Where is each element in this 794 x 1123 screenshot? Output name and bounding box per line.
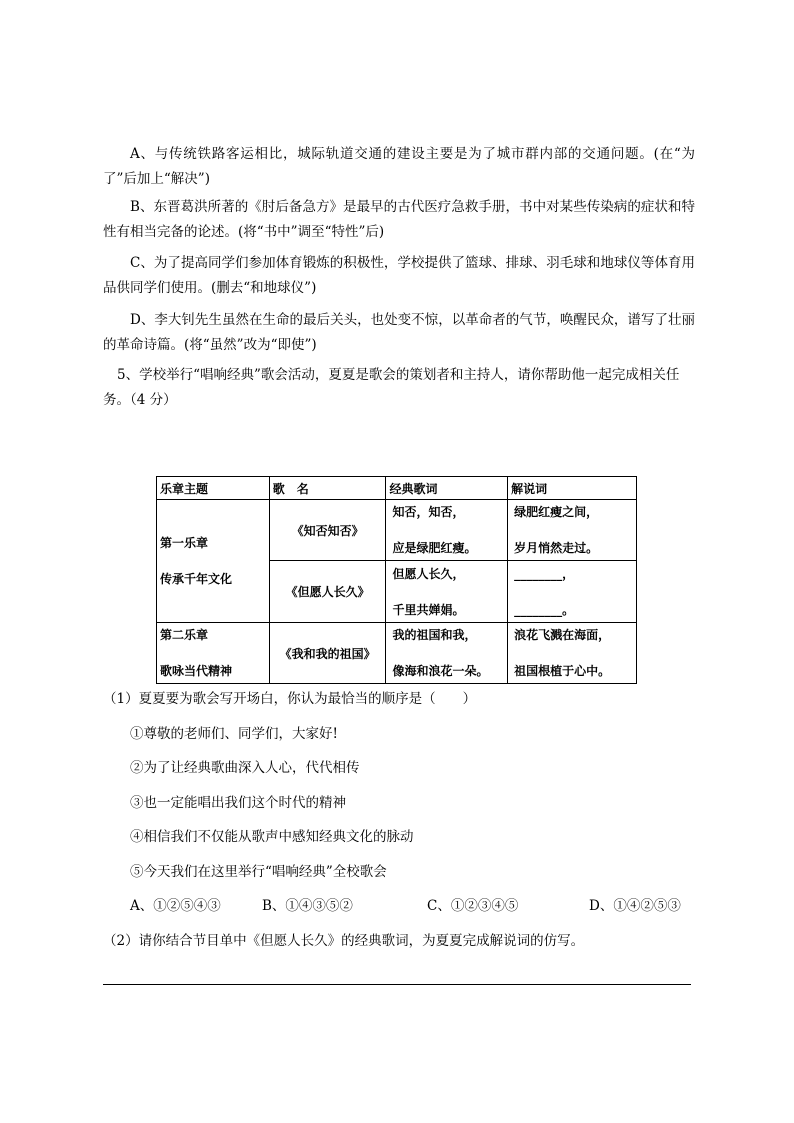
choice-d[interactable]: D、①④②⑤③ [589,898,681,914]
header-lyrics: 经典歌词 [386,477,508,500]
table-row [157,500,637,561]
lyric-line: 像海和浪花一朵。 [392,664,489,678]
option-c-paragraph: C、为了提高同学们参加体育锻炼的积极性，学校提供了篮球、排球、羽毛球和地球仪等体育用品供同学们使用。(删去“和地球仪”) [103,255,695,296]
lyric-line: 千里共婵娟。 [392,602,465,617]
lyric-line: 知否，知否， [392,505,465,519]
movement-1-title: 第一乐章 [160,536,209,550]
answer-line[interactable] [103,984,691,985]
song-name-cell: 《知否知否》 [269,500,386,561]
commentary-line: 绿肥红瘦之间， [514,505,599,519]
opening-sentence-3: ③也一定能唱出我们这个时代的精神 [130,795,346,811]
movement-2-cell [157,623,270,684]
opening-sentence-1: ①尊敬的老师们、同学们，大家好! [130,726,338,742]
question-1-prompt: （1）夏夏要为歌会写开场白，你认为最恰当的顺序是（ ） [103,691,477,707]
choice-c[interactable]: C、①②③④⑤ [427,898,519,914]
commentary-line: 浪花飞溅在海面， [514,628,611,642]
movement-2-theme: 歌咏当代精神 [160,664,233,678]
lyric-line: 但愿人长久， [392,566,465,581]
table-row [157,623,637,684]
lyric-line: 我的祖国和我， [392,628,477,642]
header-theme: 乐章主题 [157,477,270,500]
choice-b[interactable]: B、①④③⑤② [262,898,353,914]
commentary-line: 岁月悄然走过。 [514,541,599,555]
table-header-row [157,477,637,500]
option-b-paragraph: B、东晋葛洪所著的《肘后备急方》是最早的古代医疗急救手册，书中对某些传染病的症状和特性有相当完备的论述。(将“书中”调至“特性”后) [103,199,695,240]
movement-1-theme: 传承千年文化 [160,572,233,586]
commentary-blank: ________， [514,566,575,581]
lyrics-cell [386,561,508,623]
opening-sentence-4: ④相信我们不仅能从歌声中感知经典文化的脉动 [130,829,414,845]
commentary-cell [508,561,637,623]
song-name-cell: 《我和我的祖国》 [269,623,386,684]
commentary-line: 祖国根植于心中。 [514,664,611,678]
header-commentary: 解说词 [508,477,637,500]
lyric-line: 应是绿肥红瘦。 [392,541,477,555]
question-5-stem: 5、学校举行“唱响经典”歌会活动，夏夏是歌会的策划者和主持人，请你帮助他一起完成相关任务。（4 分） [103,367,680,408]
movement-2-title: 第二乐章 [160,628,209,642]
commentary-cell [508,500,637,561]
program-table [156,476,637,684]
choice-a[interactable]: A、①②⑤④③ [130,898,221,914]
song-name-cell: 《但愿人长久》 [269,561,386,623]
opening-sentence-5: ⑤今天我们在这里举行“唱响经典”全校歌会 [130,864,387,880]
option-d-paragraph: D、李大钊先生虽然在生命的最后关头，也处变不惊，以革命者的气节，唤醒民众，谱写了壮丽的革命诗篇。(将“虽然”改为“即使”) [103,312,695,353]
option-a-paragraph: A、与传统铁路客运相比，城际轨道交通的建设主要是为了城市群内部的交通问题。(在“为了”后加上“解决”) [103,146,695,187]
commentary-blank: ________。 [514,602,575,617]
lyrics-cell [386,500,508,561]
header-song: 歌 名 [269,477,386,500]
question-2-prompt: （2）请你结合节目单中《但愿人长久》的经典歌词，为夏夏完成解说词的仿写。 [103,933,585,949]
opening-sentence-2: ②为了让经典歌曲深入人心，代代相传 [130,760,360,776]
commentary-cell [508,623,637,684]
lyrics-cell [386,623,508,684]
movement-1-cell [157,500,270,623]
